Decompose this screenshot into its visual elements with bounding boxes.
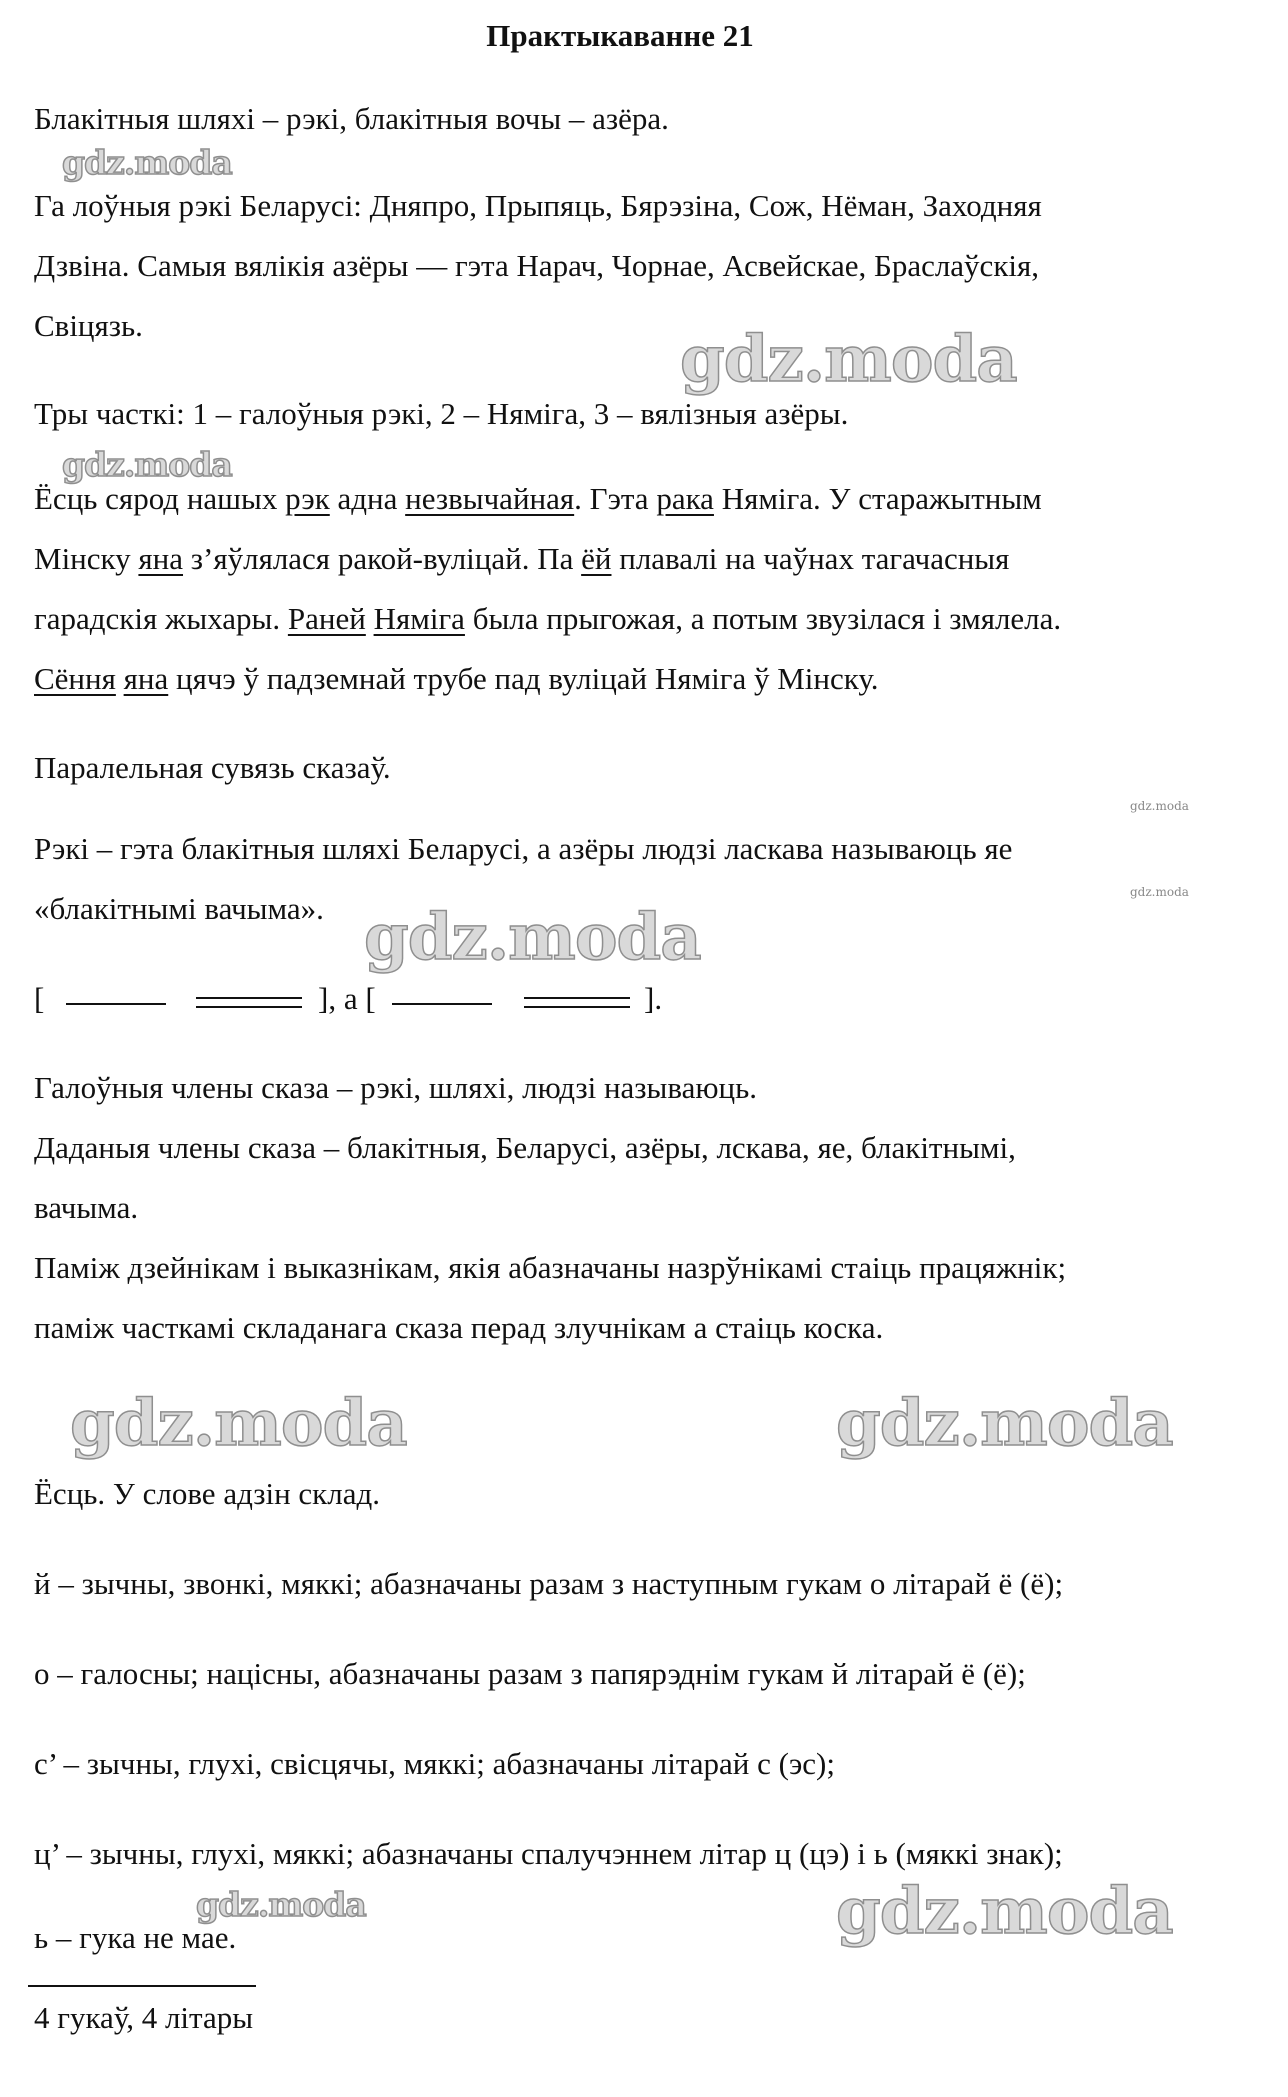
paragraph-3: Тры часткі: 1 – галоўныя рэкі, 2 – Няміга, 3 – вялізныя азёры.: [34, 396, 849, 431]
paragraph-5: Паралельная сувязь сказаў.: [34, 750, 391, 785]
watermark: gdz.moda: [62, 143, 232, 182]
watermark: gdz.moda: [836, 1874, 1173, 1949]
paragraph-8-line-2: вачыма.: [34, 1190, 139, 1225]
underlined-word: рэк: [285, 481, 330, 516]
underlined-word: незвычайная: [405, 481, 575, 516]
paragraph-4-line-4: Сёння яна цячэ ў падземнай трубе пад вуліцай Няміга ў Мінску.: [34, 661, 879, 696]
scheme-separator: ], а [: [318, 981, 376, 1016]
underlined-word: рака: [656, 481, 714, 516]
sound-analysis-5: ь – гука не мае.: [34, 1920, 237, 1955]
paragraph-2-line-3: Свіцязь.: [34, 308, 143, 343]
underlined-word: Раней: [287, 601, 366, 636]
paragraph-4-line-3: гарадскія жыхары. Раней Няміга была прыгожая, а потым звузілася і змялела.: [34, 601, 1062, 636]
scheme-open-bracket: [: [34, 981, 45, 1016]
watermark: gdz.moda: [1130, 799, 1189, 813]
sound-analysis-1: й – зычны, звонкі, мяккі; абазначаны разам з наступным гукам о літарай ё (ё);: [34, 1566, 1064, 1601]
underlined-word: ёй: [581, 541, 612, 576]
paragraph-10: Ёсць. У слове адзін склад.: [34, 1476, 380, 1511]
scheme-subject-line: [392, 1003, 492, 1005]
underlined-word: яна: [123, 661, 169, 696]
watermark: gdz.moda: [836, 1386, 1173, 1461]
underlined-word: Сёння: [34, 661, 116, 696]
paragraph-2-line-1: Га лоўныя рэкі Беларусі: Дняпро, Прыпяць, Бярэзіна, Сож, Нёман, Заходняя: [34, 188, 1042, 223]
underlined-word: Няміга: [373, 601, 465, 636]
scheme-close-bracket: ].: [644, 981, 663, 1016]
watermark: gdz.moda: [1130, 885, 1189, 899]
paragraph-6-line-2: «блакітнымі вачыма».: [34, 891, 324, 926]
watermark: gdz.moda: [196, 1885, 366, 1924]
scheme-predicate-line: [524, 997, 630, 1008]
scheme-subject-line: [66, 1003, 166, 1005]
page-title: Практыкаванне 21: [486, 18, 754, 53]
paragraph-8-line-1: Даданыя члены сказа – блакітныя, Беларусі, азёры, лскава, яе, блакітнымі,: [34, 1130, 1016, 1165]
paragraph-2-line-2: Дзвіна. Самыя вялікія азёры — гэта Нарач, Чорнае, Асвейскае, Браслаўскія,: [34, 248, 1040, 283]
paragraph-1: Блакітныя шляхі – рэкі, блакітныя вочы – азёра.: [34, 101, 669, 136]
sound-analysis-4: ц’ – зычны, глухі, мяккі; абазначаны спалучэннем літар ц (цэ) і ь (мяккі знак);: [34, 1836, 1063, 1871]
paragraph-4-line-2: Мінску яна з’яўлялася ракой-вуліцай. Па ёй плавалі на чаўнах тагачасныя: [34, 541, 1010, 576]
footer-summary: 4 гукаў, 4 літары: [34, 2000, 254, 2035]
paragraph-7: Галоўныя члены сказа – рэкі, шляхі, людзі называюць.: [34, 1070, 758, 1105]
paragraph-9-line-1: Паміж дзейнікам і выказнікам, якія абазначаны назрўнікамі стаіць працяжнік;: [34, 1250, 1067, 1285]
watermark: gdz.moda: [62, 445, 232, 484]
underlined-word: яна: [138, 541, 184, 576]
watermark: gdz.moda: [364, 900, 701, 975]
paragraph-6-line-1: Рэкі – гэта блакітныя шляхі Беларусі, а азёры людзі ласкава называюць яе: [34, 831, 1013, 866]
sound-analysis-3: с’ – зычны, глухі, свісцячы, мяккі; абазначаны літарай с (эс);: [34, 1746, 835, 1781]
watermark: gdz.moda: [70, 1386, 407, 1461]
scheme-predicate-line: [196, 997, 302, 1008]
watermark: gdz.moda: [680, 322, 1017, 397]
paragraph-4-line-1: Ёсць сярод нашых рэк адна незвычайная. Гэта рака Няміга. У старажытным: [34, 481, 1042, 516]
paragraph-9-line-2: паміж часткамі складанага сказа перад злучнікам а стаіць коска.: [34, 1310, 884, 1345]
footer-rule: [28, 1985, 256, 1987]
sound-analysis-2: о – галосны; націсны, абазначаны разам з папярэднім гукам й літарай ё (ё);: [34, 1656, 1026, 1691]
